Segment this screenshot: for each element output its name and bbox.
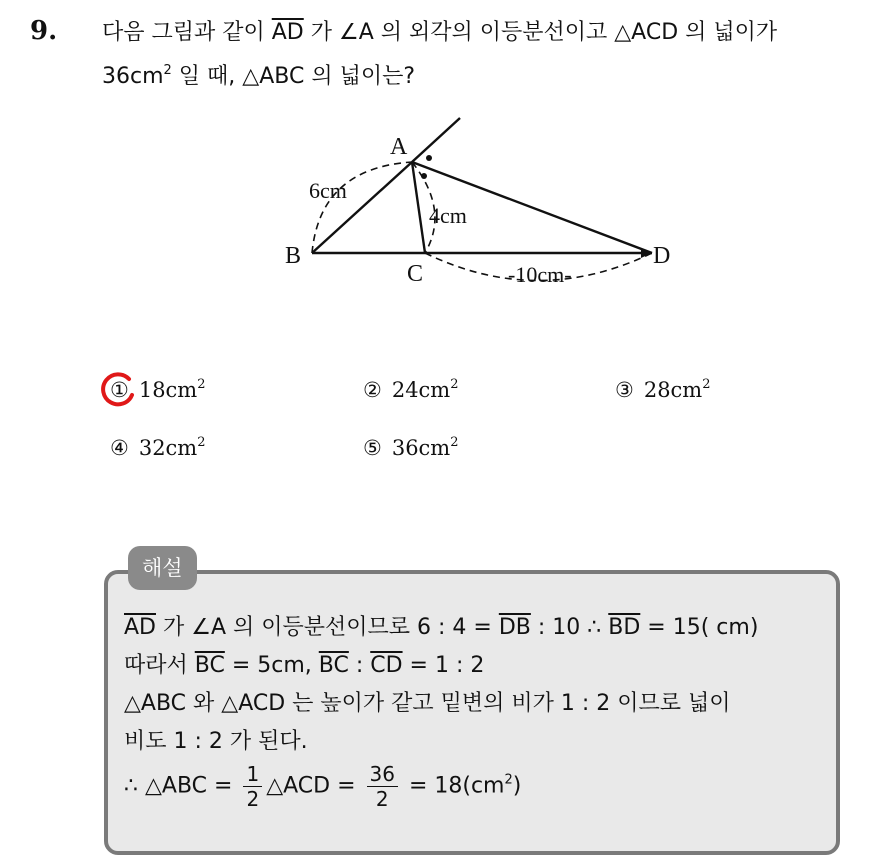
choice-3[interactable] [615, 377, 711, 402]
choice-value: 36cm [391, 436, 451, 460]
fraction-denominator: 2 [375, 787, 389, 811]
solution-text: = 15( cm) [640, 615, 759, 640]
label-B: B [285, 243, 302, 269]
choice-mark: ⑤ [363, 436, 382, 460]
superscript: 2 [197, 377, 206, 392]
solution-text: ) [512, 773, 522, 799]
choice-mark: ② [363, 378, 382, 402]
point-D-arrow [641, 248, 652, 258]
label-C: C [407, 261, 424, 287]
segment-BC: $\overline{BC}$ [194, 653, 225, 678]
choice-2[interactable] [363, 377, 459, 402]
question-line-2 [102, 52, 872, 96]
choice-value: 28cm [643, 378, 703, 402]
stem-text: 36cm [102, 64, 164, 89]
bisector-ray [412, 118, 460, 162]
solution-line-3: △ABC 와 △ACD 는 높이가 같고 밑변의 비가 1 : 2 이므로 넓이 [124, 691, 731, 716]
solution-text: = 5cm, [224, 653, 319, 678]
choice-5[interactable] [363, 435, 459, 460]
superscript: 2 [450, 435, 459, 450]
segment-BD: $\overline{BD}$ [608, 615, 641, 640]
length-AB: 6cm [309, 178, 347, 203]
angle-mark-2 [421, 173, 427, 179]
solution-text: : 10 ∴ [530, 615, 609, 640]
fraction-numerator: 36 [367, 762, 398, 787]
solution-line-5 [124, 762, 521, 811]
fraction-one-half [243, 762, 262, 811]
solution-text: : [348, 653, 371, 678]
solution-text: 가 ∠A 의 이등분선이므로 6 : 4 = [156, 615, 499, 640]
choice-1[interactable] [110, 377, 206, 402]
solution-text: △ACD = [266, 773, 363, 799]
choice-value: 18cm [138, 378, 198, 402]
question-line-1 [102, 14, 872, 52]
fraction-denominator: 2 [246, 787, 260, 811]
solution-text: = 18(cm [401, 773, 505, 799]
stem-text: 일 때, △ABC 의 넓이는? [171, 64, 415, 89]
superscript: 2 [163, 63, 172, 78]
segment-CD: $\overline{CD}$ [370, 653, 403, 678]
label-D: D [653, 243, 671, 269]
superscript: 2 [450, 377, 459, 392]
choice-value: 24cm [391, 378, 451, 402]
segment-DB: $\overline{DB}$ [498, 615, 531, 640]
length-AC: 4cm [429, 203, 467, 228]
stem-text: 가 ∠A 의 외각의 이등분선이고 △ACD 의 넓이가 [303, 20, 778, 45]
choice-value: 32cm [138, 436, 198, 460]
superscript: 2 [702, 377, 711, 392]
triangle-figure [280, 110, 700, 300]
segment-AD: $\overline{AD}$ [124, 615, 156, 640]
solution-text: 따라서 [124, 653, 195, 678]
solution-line-4: 비도 1 : 2 가 된다. [124, 729, 308, 754]
label-A: A [390, 134, 408, 160]
choice-mark: ① [110, 378, 129, 402]
superscript: 2 [197, 435, 206, 450]
question-stem [102, 14, 872, 96]
choice-mark: ③ [615, 378, 634, 402]
segment-BC: $\overline{BC}$ [318, 653, 349, 678]
fraction-numerator: 1 [243, 762, 262, 787]
side-AB [312, 162, 412, 253]
length-CD: -10cm- [508, 262, 572, 287]
solution-text: ∴ △ABC = [124, 773, 240, 799]
choice-4[interactable] [110, 435, 206, 460]
solution-text: = 1 : 2 [402, 653, 485, 678]
segment-AD: $\overline{AD}$ [271, 20, 304, 45]
choice-mark: ④ [110, 436, 129, 460]
superscript: 2 [504, 772, 513, 788]
solution-tag: 해설 [128, 546, 197, 590]
stem-text: 다음 그림과 같이 [102, 20, 272, 45]
angle-mark-1 [426, 155, 432, 161]
fraction-36-over-2 [367, 762, 398, 811]
question-number: 9. [30, 16, 58, 46]
solution-line-1 [124, 610, 758, 641]
solution-line-2 [124, 648, 484, 679]
